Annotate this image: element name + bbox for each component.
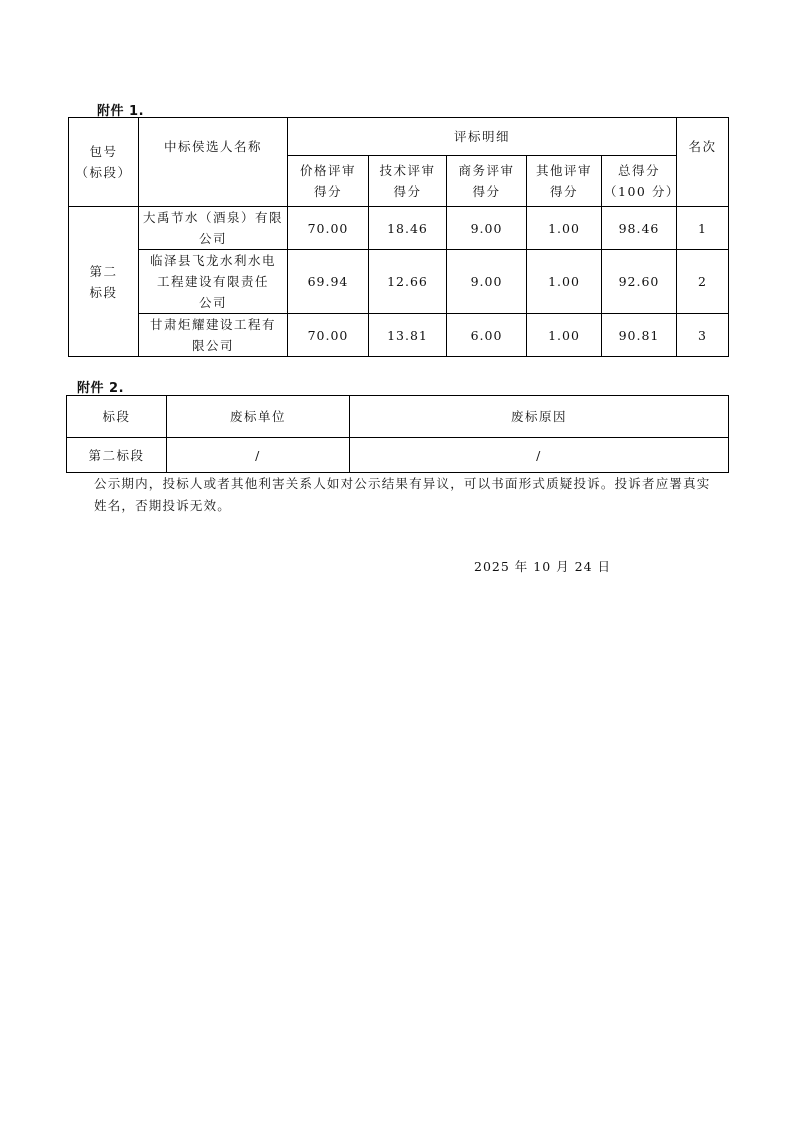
header-detail: 评标明细 (288, 118, 677, 156)
header-business: 商务评审 得分 (447, 156, 527, 207)
price-score: 70.00 (288, 207, 369, 250)
attachment2-heading: 附件 2. (77, 381, 125, 396)
header-section: 标段 (67, 396, 167, 438)
business-score: 9.00 (447, 250, 527, 314)
header-reason: 废标原因 (350, 396, 729, 438)
business-score: 6.00 (447, 314, 527, 357)
header-other: 其他评审 得分 (527, 156, 602, 207)
header-tech: 技术评审 得分 (369, 156, 447, 207)
reason-cell: / (350, 438, 729, 473)
date-text: 2025 年 10 月 24 日 (474, 559, 611, 574)
tech-score: 12.66 (369, 250, 447, 314)
header-rank: 名次 (677, 118, 729, 207)
header-unit: 废标单位 (167, 396, 350, 438)
section-cell: 第二 标段 (69, 207, 139, 357)
disqualification-table (66, 395, 729, 473)
total-score: 90.81 (602, 314, 677, 357)
table-row (69, 250, 729, 314)
other-score: 1.00 (527, 250, 602, 314)
attachment1-heading: 附件 1. (97, 104, 145, 119)
rank-cell: 1 (677, 207, 729, 250)
table-row (69, 207, 729, 250)
business-score: 9.00 (447, 207, 527, 250)
header-candidate: 中标侯选人名称 (139, 118, 288, 207)
total-score: 98.46 (602, 207, 677, 250)
section-cell: 第二标段 (67, 438, 167, 473)
total-score: 92.60 (602, 250, 677, 314)
tech-score: 13.81 (369, 314, 447, 357)
tech-score: 18.46 (369, 207, 447, 250)
table-row (67, 438, 729, 473)
header-total: 总得分 （100 分） (602, 156, 677, 207)
other-score: 1.00 (527, 207, 602, 250)
table-row (69, 314, 729, 357)
candidate-name: 大禹节水（酒泉）有限 公司 (139, 207, 288, 250)
price-score: 70.00 (288, 314, 369, 357)
header-price: 价格评审 得分 (288, 156, 369, 207)
rank-cell: 3 (677, 314, 729, 357)
other-score: 1.00 (527, 314, 602, 357)
candidate-name: 甘肃炬耀建设工程有 限公司 (139, 314, 288, 357)
candidate-name: 临泽县飞龙水利水电 工程建设有限责任 公司 (139, 250, 288, 314)
unit-cell: / (167, 438, 350, 473)
notice-text: 公示期内，投标人或者其他利害关系人如对公示结果有异议，可以书面形式质疑投诉。投诉者应署真实姓名，否期投诉无效。 (94, 476, 711, 513)
evaluation-table (68, 117, 729, 357)
header-package: 包号 （标段） (69, 118, 139, 207)
price-score: 69.94 (288, 250, 369, 314)
rank-cell: 2 (677, 250, 729, 314)
